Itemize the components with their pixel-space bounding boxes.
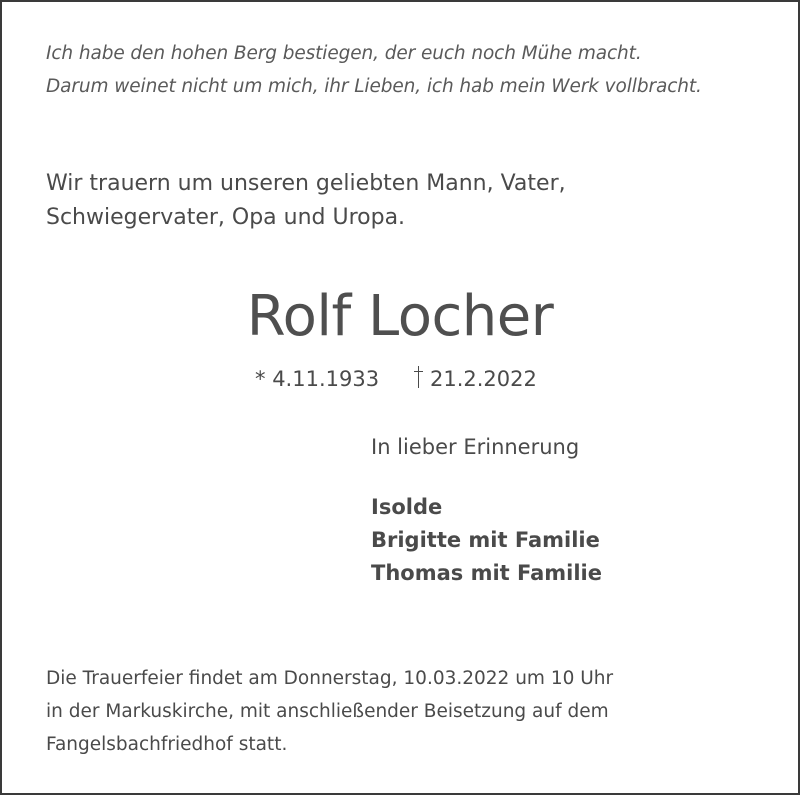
birth-date-group [255,364,379,394]
mourners-list [371,491,602,590]
birth-date: 4.11.1933 [272,367,380,391]
mourner-name: Isolde [371,495,443,519]
mourning-intro [46,167,566,235]
funeral-notice [46,662,613,761]
mourner-name: Thomas mit Familie [371,561,602,585]
intro-line-1: Wir trauern um unseren geliebten Mann, Vater, [46,171,566,196]
latin-cross-icon [413,366,424,388]
intro-line-2: Schwiegervater, Opa und Uropa. [46,205,406,230]
death-date-group [413,364,537,394]
poem-line-1: Ich habe den hohen Berg bestiegen, der euch noch Mühe macht. [46,43,642,64]
mourner-name: Brigitte mit Familie [371,528,600,552]
deceased-name: Rolf Locher [246,284,554,349]
remembrance-line: In lieber Erinnerung [371,435,580,459]
poem-quote [46,37,702,103]
poem-line-2: Darum weinet nicht um mich, ihr Lieben, ich hab mein Werk vollbracht. [46,76,702,97]
death-date: 21.2.2022 [430,367,537,391]
notice-line-1: Die Trauerfeier findet am Donnerstag, 10.03.2022 um 10 Uhr [46,668,614,689]
notice-line-3: Fangelsbachfriedhof statt. [46,734,288,755]
birth-symbol: * [255,367,266,391]
notice-line-2: in der Markuskirche, mit anschließender Beisetzung auf dem [46,701,609,722]
